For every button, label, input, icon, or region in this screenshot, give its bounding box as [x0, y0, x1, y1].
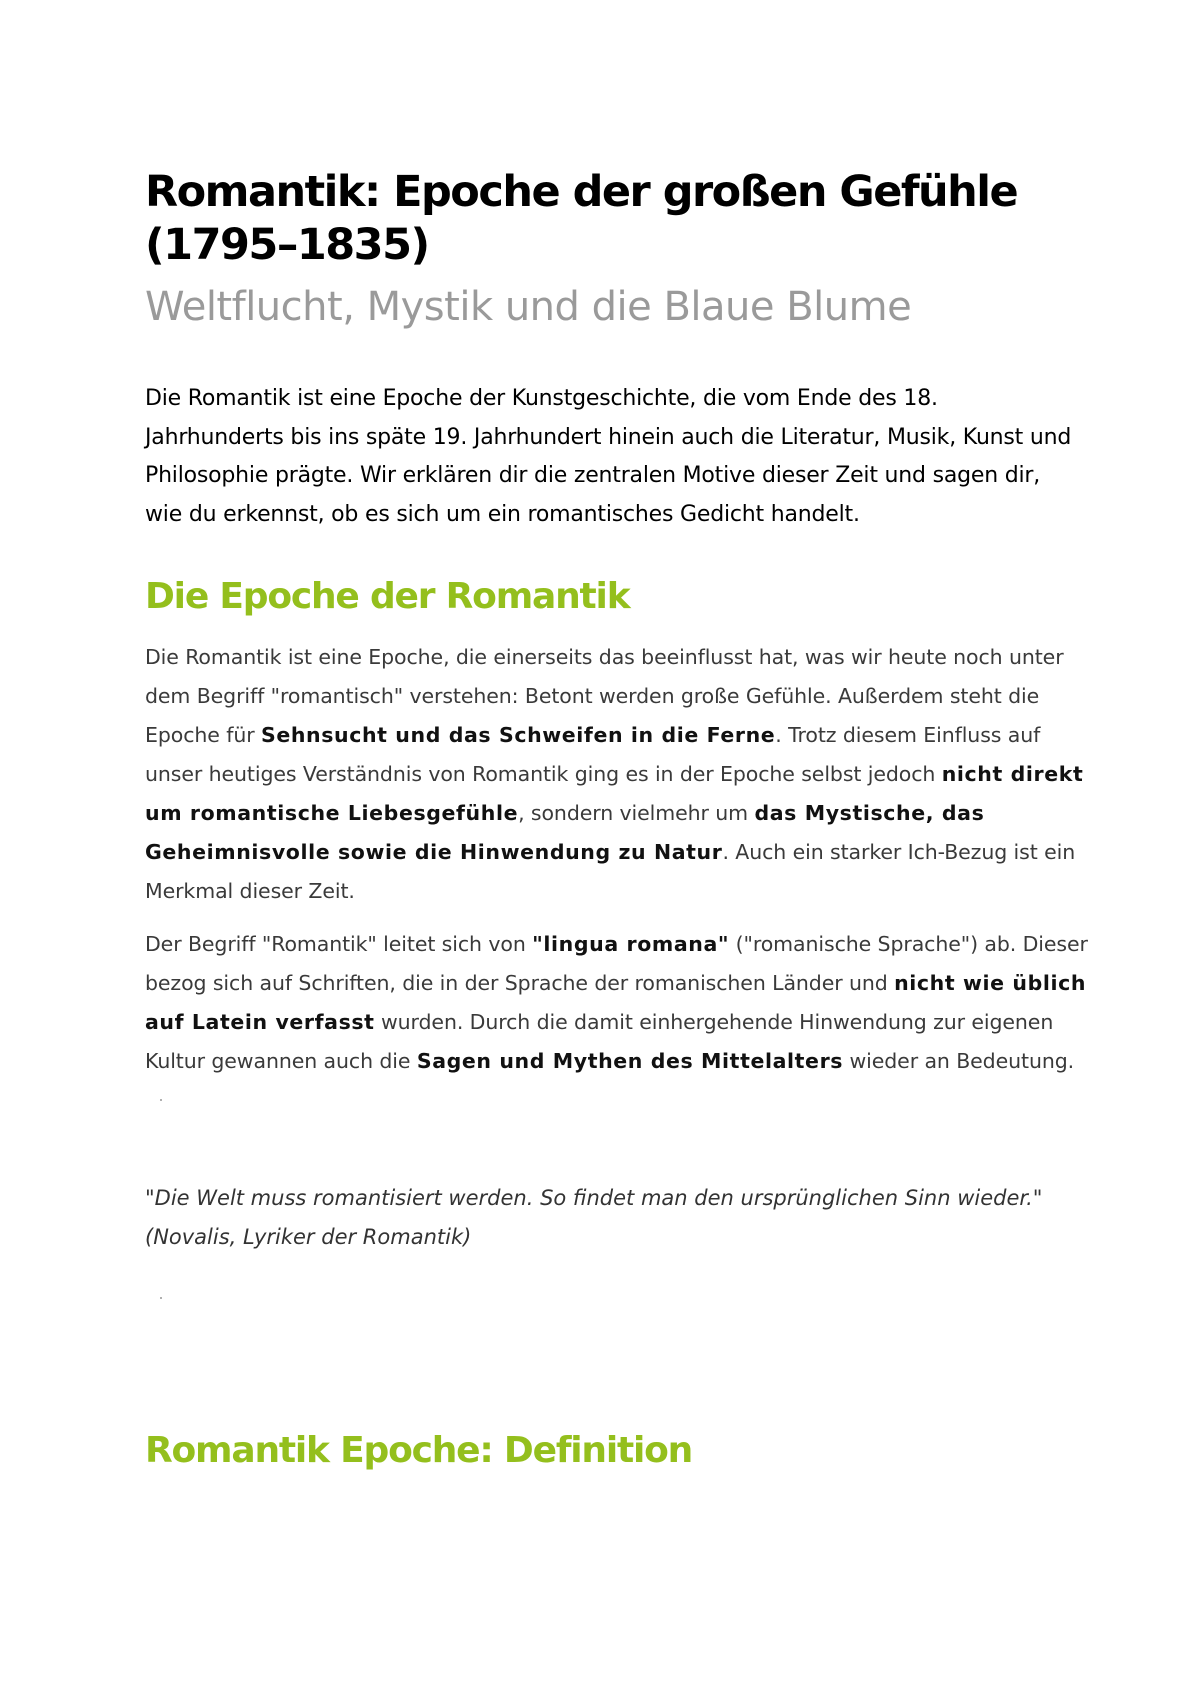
novalis-quote: "Die Welt muss romantisiert werden. So findet man den ursprünglichen Sinn wieder." (Novalis, Lyriker der Romantik): [145, 1186, 1043, 1249]
epoche-paragraph-2: [145, 925, 1090, 1081]
document-title: Romantik: Epoche der großen Gefühle (1795–1835): [145, 167, 1018, 270]
emphasis-text: nicht direkt um romantische Liebesgefühle: [145, 762, 1084, 825]
emphasis-text: Sagen und Mythen des Mittelalters: [416, 1049, 844, 1073]
spacer-dot: [160, 1099, 162, 1101]
section-heading-epoche: Die Epoche der Romantik: [145, 576, 630, 617]
text-run: ("romanische Sprache") ab. Dieser bezog sich auf Schriften, die in der Sprache der romanischen Länder und: [145, 932, 1088, 995]
emphasis-text: Sehnsucht und das Schweifen in die Ferne: [260, 723, 776, 747]
emphasis-text: das Mystische, das Geheimnisvolle sowie die Hinwendung zu Natur: [145, 801, 985, 864]
text-run: Der Begriff "Romantik" leitet sich von: [145, 932, 533, 956]
text-run: wurden. Durch die damit einhergehende Hinwendung zur eigenen Kultur gewannen auch die: [145, 1010, 1054, 1073]
section-heading-definition: Romantik Epoche: Definition: [145, 1430, 693, 1471]
text-run: . Trotz diesem Einfluss auf unser heutiges Verständnis von Romantik ging es in der Epoche selbst jedoch: [145, 723, 1041, 786]
text-run: Die Romantik ist eine Epoche, die einerseits das beeinflusst hat, was wir heute noch unter dem Begriff "romantisch" verstehen: Betont werden große Gefühle. Außerdem steht die Epoche für: [145, 645, 1064, 747]
text-run: . Auch ein starker Ich-Bezug ist ein Merkmal dieser Zeit.: [145, 840, 1076, 903]
document-subtitle: Weltflucht, Mystik und die Blaue Blume: [145, 284, 912, 330]
epoche-paragraph-1: [145, 638, 1090, 911]
document-content: [145, 166, 1088, 1474]
text-run: , sondern vielmehr um: [518, 801, 755, 825]
emphasis-text: "lingua romana": [532, 932, 730, 956]
text-run: wieder an Bedeutung.: [843, 1049, 1075, 1073]
emphasis-text: nicht wie üblich auf Latein verfasst: [145, 971, 1087, 1034]
spacer-dot: [160, 1297, 162, 1299]
intro-paragraph: Die Romantik ist eine Epoche der Kunstgeschichte, die vom Ende des 18. Jahrhunderts bis ins späte 19. Jahrhundert hinein auch die Literatur, Musik, Kunst und Philosophie prägte. Wir erklären dir die zentralen Motive dieser Zeit und sagen dir, wie du erkennst, ob es sich um ein romantisches Gedicht handelt.: [145, 386, 1072, 527]
